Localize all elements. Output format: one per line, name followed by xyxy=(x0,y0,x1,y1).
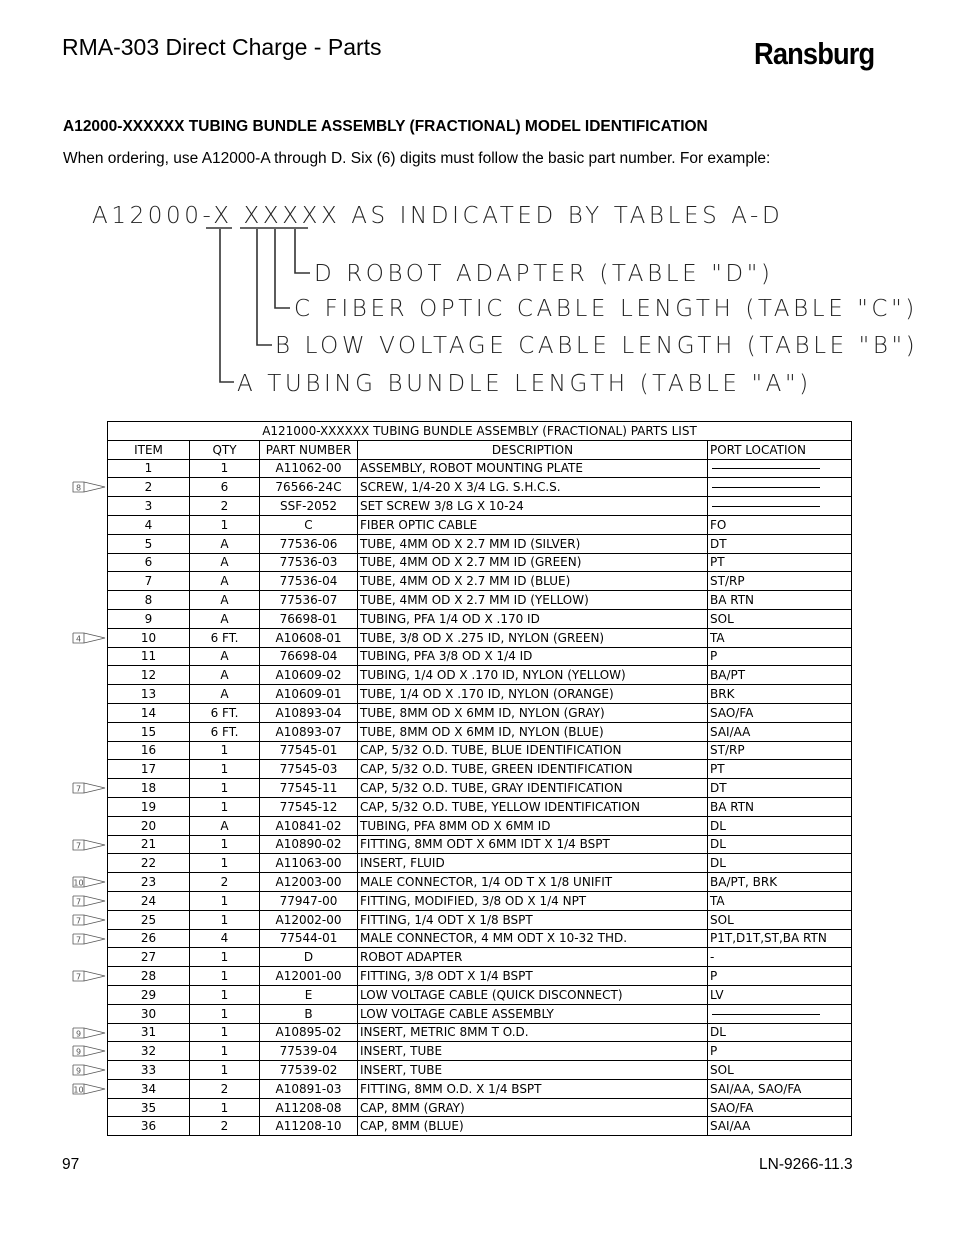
table-row xyxy=(108,497,852,516)
table-row xyxy=(108,1117,852,1136)
revision-flag-number: 10 xyxy=(73,878,84,888)
qty-cell: A xyxy=(190,609,260,628)
part-number-cell: B xyxy=(260,1004,358,1023)
item-cell: 4 xyxy=(108,515,190,534)
item-cell: 36 xyxy=(108,1117,190,1136)
item-cell: 27 xyxy=(108,948,190,967)
column-header-description: DESCRIPTION xyxy=(358,440,708,459)
port-placeholder-line xyxy=(712,468,820,469)
qty-cell: 6 FT. xyxy=(190,703,260,722)
description-cell: CAP, 5/32 O.D. TUBE, BLUE IDENTIFICATION xyxy=(358,741,708,760)
description-cell: TUBING, 1/4 OD X .170 ID, NYLON (YELLOW) xyxy=(358,666,708,685)
qty-cell: 1 xyxy=(190,891,260,910)
port-location-cell xyxy=(708,459,852,478)
page-title: RMA-303 Direct Charge - Parts xyxy=(62,34,382,60)
part-number-cell: A12003-00 xyxy=(260,873,358,892)
table-row xyxy=(108,572,852,591)
revision-flag-number: 10 xyxy=(73,1085,84,1095)
port-location-cell: TA xyxy=(708,891,852,910)
port-location-cell: ST/RP xyxy=(708,741,852,760)
table-row xyxy=(108,873,852,892)
port-location-cell: SAO/FA xyxy=(708,703,852,722)
table-row xyxy=(108,685,852,704)
port-location-cell: SAI/AA xyxy=(708,722,852,741)
port-location-cell: P1T,D1T,ST,BA RTN xyxy=(708,929,852,948)
item-cell: 2 xyxy=(108,478,190,497)
column-header-part-number: PART NUMBER xyxy=(260,440,358,459)
description-cell: INSERT, FLUID xyxy=(358,854,708,873)
description-cell: FITTING, MODIFIED, 3/8 OD X 1/4 NPT xyxy=(358,891,708,910)
revision-flag-icon xyxy=(72,1064,106,1076)
part-number-cell: C xyxy=(260,515,358,534)
part-number-cell: A10893-07 xyxy=(260,722,358,741)
table-row xyxy=(108,910,852,929)
table-row xyxy=(108,534,852,553)
table-row xyxy=(108,703,852,722)
description-cell: SCREW, 1/4-20 X 3/4 LG. S.H.C.S. xyxy=(358,478,708,497)
part-number-cell: 77539-02 xyxy=(260,1061,358,1080)
revision-flag-number: 9 xyxy=(75,1047,82,1057)
description-cell: MALE CONNECTOR, 1/4 OD T X 1/8 UNIFIT xyxy=(358,873,708,892)
item-cell: 17 xyxy=(108,760,190,779)
part-number-cell: SSF-2052 xyxy=(260,497,358,516)
qty-cell: 2 xyxy=(190,1079,260,1098)
item-cell: 35 xyxy=(108,1098,190,1117)
description-cell: INSERT, TUBE xyxy=(358,1061,708,1080)
port-location-cell: SAI/AA xyxy=(708,1117,852,1136)
description-cell: FITTING, 8MM O.D. X 1/4 BSPT xyxy=(358,1079,708,1098)
part-number-cell: 77536-07 xyxy=(260,591,358,610)
revision-flag-icon xyxy=(72,1083,106,1095)
part-number-cell: A11208-10 xyxy=(260,1117,358,1136)
port-location-cell: ST/RP xyxy=(708,572,852,591)
part-number-cell: 76698-04 xyxy=(260,647,358,666)
port-location-cell: PT xyxy=(708,760,852,779)
item-cell: 26 xyxy=(108,929,190,948)
qty-cell: 1 xyxy=(190,1098,260,1117)
table-row xyxy=(108,948,852,967)
revision-flag-icon xyxy=(72,914,106,926)
part-number-cell: 77536-04 xyxy=(260,572,358,591)
description-cell: CAP, 5/32 O.D. TUBE, YELLOW IDENTIFICATION xyxy=(358,797,708,816)
port-location-cell: DL xyxy=(708,1023,852,1042)
diagram-c-label: C FIBER OPTIC CABLE LENGTH (TABLE "C") xyxy=(294,296,918,322)
item-cell: 16 xyxy=(108,741,190,760)
item-cell: 31 xyxy=(108,1023,190,1042)
qty-cell: 1 xyxy=(190,459,260,478)
qty-cell: 1 xyxy=(190,1023,260,1042)
qty-cell: A xyxy=(190,591,260,610)
description-cell: TUBING, PFA 1/4 OD X .170 ID xyxy=(358,609,708,628)
qty-cell: A xyxy=(190,666,260,685)
item-cell: 24 xyxy=(108,891,190,910)
revision-flag-icon xyxy=(72,895,106,907)
item-cell: 18 xyxy=(108,779,190,798)
table-row xyxy=(108,628,852,647)
revision-flag-number: 9 xyxy=(75,1066,82,1076)
qty-cell: A xyxy=(190,685,260,704)
description-cell: CAP, 5/32 O.D. TUBE, GRAY IDENTIFICATION xyxy=(358,779,708,798)
item-cell: 19 xyxy=(108,797,190,816)
qty-cell: 6 FT. xyxy=(190,628,260,647)
item-cell: 20 xyxy=(108,816,190,835)
port-placeholder-line xyxy=(712,1014,820,1015)
part-number-cell: 77545-01 xyxy=(260,741,358,760)
part-number-cell: 77544-01 xyxy=(260,929,358,948)
item-cell: 9 xyxy=(108,609,190,628)
revision-flag-icon xyxy=(72,970,106,982)
description-cell: LOW VOLTAGE CABLE ASSEMBLY xyxy=(358,1004,708,1023)
description-cell: CAP, 8MM (BLUE) xyxy=(358,1117,708,1136)
table-row xyxy=(108,666,852,685)
description-cell: CAP, 5/32 O.D. TUBE, GREEN IDENTIFICATION xyxy=(358,760,708,779)
part-number-cell: 77536-03 xyxy=(260,553,358,572)
port-location-cell xyxy=(708,478,852,497)
revision-flag-icon xyxy=(72,1045,106,1057)
description-cell: TUBE, 4MM OD X 2.7 MM ID (YELLOW) xyxy=(358,591,708,610)
port-location-cell: P xyxy=(708,647,852,666)
part-number-cell: A10895-02 xyxy=(260,1023,358,1042)
part-number-cell: 76698-01 xyxy=(260,609,358,628)
description-cell: TUBE, 8MM OD X 6MM ID, NYLON (GRAY) xyxy=(358,703,708,722)
part-number-cell: A10609-02 xyxy=(260,666,358,685)
qty-cell: 4 xyxy=(190,929,260,948)
port-placeholder-line xyxy=(712,487,820,488)
port-location-cell: BRK xyxy=(708,685,852,704)
item-cell: 11 xyxy=(108,647,190,666)
description-cell: TUBE, 1/4 OD X .170 ID, NYLON (ORANGE) xyxy=(358,685,708,704)
description-cell: SET SCREW 3/8 LG X 10-24 xyxy=(358,497,708,516)
table-row xyxy=(108,779,852,798)
description-cell: TUBING, PFA 8MM OD X 6MM ID xyxy=(358,816,708,835)
item-cell: 1 xyxy=(108,459,190,478)
revision-flag-icon xyxy=(72,933,106,945)
item-cell: 3 xyxy=(108,497,190,516)
part-number-cell: D xyxy=(260,948,358,967)
qty-cell: 1 xyxy=(190,797,260,816)
table-row xyxy=(108,1023,852,1042)
item-cell: 6 xyxy=(108,553,190,572)
qty-cell: 1 xyxy=(190,1004,260,1023)
port-location-cell xyxy=(708,1004,852,1023)
table-row xyxy=(108,760,852,779)
part-number-cell: A10890-02 xyxy=(260,835,358,854)
table-row xyxy=(108,1079,852,1098)
page-number: 97 xyxy=(62,1156,80,1173)
item-cell: 28 xyxy=(108,967,190,986)
revision-flag-number: 8 xyxy=(75,483,82,493)
revision-flag-icon xyxy=(72,839,106,851)
qty-cell: A xyxy=(190,572,260,591)
qty-cell: 1 xyxy=(190,760,260,779)
qty-cell: 6 FT. xyxy=(190,722,260,741)
diagram-d-label: D ROBOT ADAPTER (TABLE "D") xyxy=(314,261,774,287)
diagram-b-label: B LOW VOLTAGE CABLE LENGTH (TABLE "B") xyxy=(275,333,919,359)
port-location-cell: FO xyxy=(708,515,852,534)
table-caption: A121000-XXXXXX TUBING BUNDLE ASSEMBLY (FRACTIONAL) PARTS LIST xyxy=(108,422,852,441)
qty-cell: 1 xyxy=(190,515,260,534)
qty-cell: 1 xyxy=(190,741,260,760)
part-number-cell: A10891-03 xyxy=(260,1079,358,1098)
part-number-cell: A10841-02 xyxy=(260,816,358,835)
table-row xyxy=(108,1061,852,1080)
qty-cell: A xyxy=(190,647,260,666)
item-cell: 7 xyxy=(108,572,190,591)
item-cell: 29 xyxy=(108,985,190,1004)
description-cell: LOW VOLTAGE CABLE (QUICK DISCONNECT) xyxy=(358,985,708,1004)
table-row xyxy=(108,797,852,816)
description-cell: TUBE, 8MM OD X 6MM ID, NYLON (BLUE) xyxy=(358,722,708,741)
qty-cell: 1 xyxy=(190,1061,260,1080)
part-number-cell: A12002-00 xyxy=(260,910,358,929)
qty-cell: 1 xyxy=(190,779,260,798)
part-number-cell: 77947-00 xyxy=(260,891,358,910)
port-location-cell: LV xyxy=(708,985,852,1004)
item-cell: 22 xyxy=(108,854,190,873)
table-row xyxy=(108,985,852,1004)
port-location-cell: DL xyxy=(708,835,852,854)
port-location-cell: TA xyxy=(708,628,852,647)
part-number-cell: A11063-00 xyxy=(260,854,358,873)
qty-cell: A xyxy=(190,534,260,553)
revision-flag-number: 7 xyxy=(75,916,82,926)
qty-cell: A xyxy=(190,553,260,572)
port-location-cell: DL xyxy=(708,816,852,835)
qty-cell: 1 xyxy=(190,835,260,854)
description-cell: TUBE, 4MM OD X 2.7 MM ID (BLUE) xyxy=(358,572,708,591)
table-row xyxy=(108,741,852,760)
revision-flag-number: 7 xyxy=(75,897,82,907)
revision-flag-icon xyxy=(72,876,106,888)
item-cell: 10 xyxy=(108,628,190,647)
port-location-cell: SOL xyxy=(708,910,852,929)
qty-cell: A xyxy=(190,816,260,835)
table-row xyxy=(108,609,852,628)
table-row xyxy=(108,891,852,910)
table-row xyxy=(108,1098,852,1117)
table-row xyxy=(108,647,852,666)
intro-text: When ordering, use A12000-A through D. Six (6) digits must follow the basic part number. For example: xyxy=(63,150,771,167)
item-cell: 23 xyxy=(108,873,190,892)
description-cell: TUBE, 4MM OD X 2.7 MM ID (SILVER) xyxy=(358,534,708,553)
item-cell: 15 xyxy=(108,722,190,741)
description-cell: ROBOT ADAPTER xyxy=(358,948,708,967)
part-number-cell: A10609-01 xyxy=(260,685,358,704)
item-cell: 33 xyxy=(108,1061,190,1080)
item-cell: 14 xyxy=(108,703,190,722)
revision-flag-number: 9 xyxy=(75,1029,82,1039)
table-row xyxy=(108,854,852,873)
qty-cell: 2 xyxy=(190,1117,260,1136)
section-heading: A12000-XXXXXX TUBING BUNDLE ASSEMBLY (FRACTIONAL) MODEL IDENTIFICATION xyxy=(63,118,708,135)
column-header-item: ITEM xyxy=(108,440,190,459)
port-location-cell: SOL xyxy=(708,1061,852,1080)
description-cell: FITTING, 1/4 ODT X 1/8 BSPT xyxy=(358,910,708,929)
table-row xyxy=(108,929,852,948)
qty-cell: 1 xyxy=(190,967,260,986)
table-row xyxy=(108,816,852,835)
item-cell: 8 xyxy=(108,591,190,610)
description-cell: FIBER OPTIC CABLE xyxy=(358,515,708,534)
revision-flag-icon xyxy=(72,1027,106,1039)
description-cell: CAP, 8MM (GRAY) xyxy=(358,1098,708,1117)
part-number-cell: E xyxy=(260,985,358,1004)
part-number-cell: 77545-03 xyxy=(260,760,358,779)
part-number-cell: 77536-06 xyxy=(260,534,358,553)
item-cell: 12 xyxy=(108,666,190,685)
item-cell: 5 xyxy=(108,534,190,553)
table-row xyxy=(108,835,852,854)
description-cell: TUBE, 4MM OD X 2.7 MM ID (GREEN) xyxy=(358,553,708,572)
table-row xyxy=(108,1042,852,1061)
table-row xyxy=(108,591,852,610)
document-number: LN-9266-11.3 xyxy=(759,1156,853,1173)
revision-flag-number: 7 xyxy=(75,784,82,794)
revision-flag-number: 7 xyxy=(75,935,82,945)
qty-cell: 1 xyxy=(190,910,260,929)
port-location-cell: DL xyxy=(708,854,852,873)
qty-cell: 1 xyxy=(190,985,260,1004)
part-number-cell: 77545-12 xyxy=(260,797,358,816)
port-location-cell: SOL xyxy=(708,609,852,628)
part-number-cell: A10893-04 xyxy=(260,703,358,722)
column-header-qty: QTY xyxy=(190,440,260,459)
revision-flag-icon xyxy=(72,481,106,493)
qty-cell: 6 xyxy=(190,478,260,497)
part-number-cell: A12001-00 xyxy=(260,967,358,986)
description-cell: TUBING, PFA 3/8 OD X 1/4 ID xyxy=(358,647,708,666)
port-placeholder-line xyxy=(712,506,820,507)
table-row xyxy=(108,722,852,741)
item-cell: 32 xyxy=(108,1042,190,1061)
port-location-cell: P xyxy=(708,1042,852,1061)
qty-cell: 1 xyxy=(190,1042,260,1061)
description-cell: FITTING, 8MM ODT X 6MM IDT X 1/4 BSPT xyxy=(358,835,708,854)
qty-cell: 1 xyxy=(190,948,260,967)
port-location-cell: BA/PT xyxy=(708,666,852,685)
port-location-cell xyxy=(708,497,852,516)
item-cell: 34 xyxy=(108,1079,190,1098)
revision-flag-number: 7 xyxy=(75,972,82,982)
revision-flag-number: 7 xyxy=(75,841,82,851)
port-location-cell: P xyxy=(708,967,852,986)
port-location-cell: BA RTN xyxy=(708,591,852,610)
table-row xyxy=(108,1004,852,1023)
port-location-cell: BA/PT, BRK xyxy=(708,873,852,892)
table-row xyxy=(108,515,852,534)
port-location-cell: BA RTN xyxy=(708,797,852,816)
port-location-cell: SAO/FA xyxy=(708,1098,852,1117)
table-row xyxy=(108,967,852,986)
qty-cell: 1 xyxy=(190,854,260,873)
description-cell: FITTING, 3/8 ODT X 1/4 BSPT xyxy=(358,967,708,986)
port-location-cell: DT xyxy=(708,779,852,798)
port-location-cell: DT xyxy=(708,534,852,553)
part-number-cell: A11062-00 xyxy=(260,459,358,478)
column-header-port-location: PORT LOCATION xyxy=(708,440,852,459)
diagram-a-label: A TUBING BUNDLE LENGTH (TABLE "A") xyxy=(237,371,812,397)
description-cell: INSERT, METRIC 8MM T O.D. xyxy=(358,1023,708,1042)
model-code-line: A12000-X XXXXX AS INDICATED BY TABLES A-D xyxy=(92,203,784,229)
part-number-cell: 77545-11 xyxy=(260,779,358,798)
qty-cell: 2 xyxy=(190,873,260,892)
port-location-cell: - xyxy=(708,948,852,967)
item-cell: 21 xyxy=(108,835,190,854)
part-number-cell: A10608-01 xyxy=(260,628,358,647)
revision-flag-icon xyxy=(72,782,106,794)
item-cell: 13 xyxy=(108,685,190,704)
table-row xyxy=(108,553,852,572)
table-row xyxy=(108,478,852,497)
description-cell: TUBE, 3/8 OD X .275 ID, NYLON (GREEN) xyxy=(358,628,708,647)
table-row xyxy=(108,459,852,478)
brand-logo: Ransburg xyxy=(754,36,875,71)
parts-list-table xyxy=(107,421,852,1136)
description-cell: ASSEMBLY, ROBOT MOUNTING PLATE xyxy=(358,459,708,478)
description-cell: INSERT, TUBE xyxy=(358,1042,708,1061)
item-cell: 30 xyxy=(108,1004,190,1023)
revision-flag-icon xyxy=(72,632,106,644)
description-cell: MALE CONNECTOR, 4 MM ODT X 10-32 THD. xyxy=(358,929,708,948)
qty-cell: 2 xyxy=(190,497,260,516)
part-number-cell: 76566-24C xyxy=(260,478,358,497)
item-cell: 25 xyxy=(108,910,190,929)
port-location-cell: PT xyxy=(708,553,852,572)
part-number-cell: A11208-08 xyxy=(260,1098,358,1117)
port-location-cell: SAI/AA, SAO/FA xyxy=(708,1079,852,1098)
revision-flag-number: 4 xyxy=(75,634,82,644)
part-number-cell: 77539-04 xyxy=(260,1042,358,1061)
